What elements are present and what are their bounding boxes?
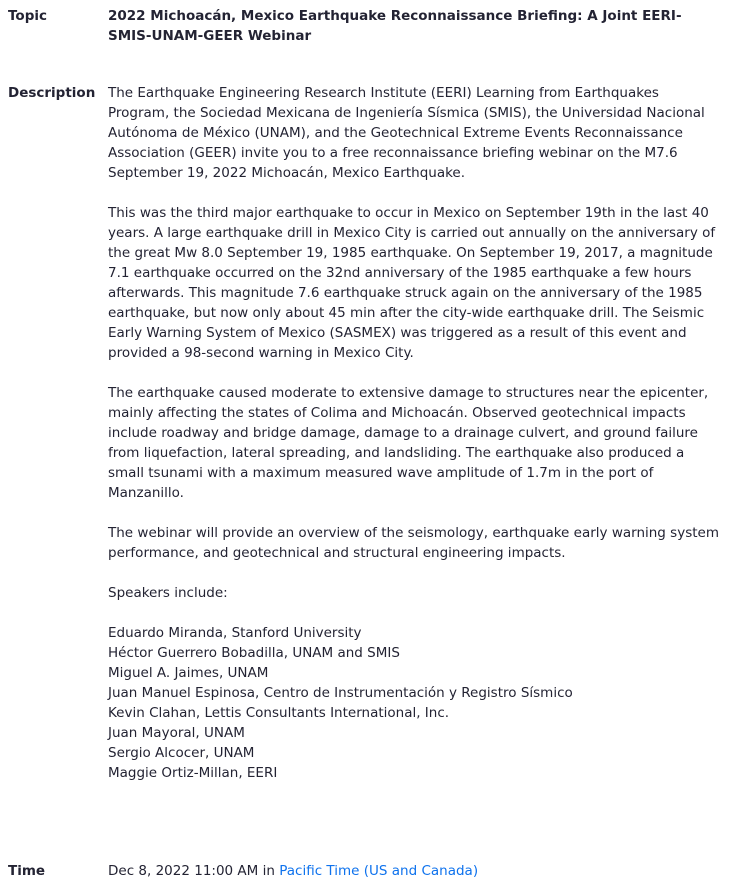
topic-label: Topic	[8, 8, 47, 24]
time-connector: in	[258, 863, 280, 879]
description-paragraph-4: The webinar will provide an overview of the seismology, earthquake early warning system performance, and geotechnical and structural engineering impacts.	[108, 525, 719, 561]
speaker-item: Maggie Ortiz-Millan, EERI	[108, 765, 278, 781]
speaker-item: Sergio Alcocer, UNAM	[108, 745, 255, 761]
description-label: Description	[8, 85, 96, 101]
description-paragraph-2: This was the third major earthquake to occur in Mexico on September 19th in the last 40 years. A large earthquake drill in Mexico City is carried out annually on the anniversary of the great Mw 8.0 September 19, 1985 earthquake. On September 19, 2017, a magnitude 7.1 earthquake occurred on the 32nd anniversary of the 1985 earthquake a few hours afterwards. This magnitude 7.6 earthquake struck again on the anniversary of the 1985 earthquake, but now only about 45 min after the city-wide earthquake drill. The Seismic Early Warning System of Mexico (SASMEX) was triggered as a result of this event and provided a 98-second warning in Mexico City.	[108, 205, 716, 361]
topic-value: 2022 Michoacán, Mexico Earthquake Reconnaissance Briefing: A Joint EERI-SMIS-UNAM-GEER Webinar	[108, 8, 682, 44]
time-label: Time	[8, 863, 46, 879]
speakers-intro: Speakers include:	[108, 585, 228, 601]
speaker-item: Héctor Guerrero Bobadilla, UNAM and SMIS	[108, 645, 400, 661]
time-value	[108, 861, 720, 881]
speaker-item: Juan Manuel Espinosa, Centro de Instrumentación y Registro Sísmico	[108, 685, 573, 701]
speaker-item: Kevin Clahan, Lettis Consultants International, Inc.	[108, 705, 450, 721]
speakers-list	[108, 623, 720, 783]
time-date: Dec 8, 2022 11:00 AM	[108, 863, 259, 879]
timezone-link[interactable]: Pacific Time (US and Canada)	[279, 863, 479, 879]
description-paragraph-1: The Earthquake Engineering Research Institute (EERI) Learning from Earthquakes Program, the Sociedad Mexicana de Ingeniería Sísmica (SMIS), the Universidad Nacional Autónoma de México (UNAM), and the Geotechnical Extreme Events Reconnaissance Association (GEER) invite you to a free reconnaissance briefing webinar on the M7.6 September 19, 2022 Michoacán, Mexico Earthquake.	[108, 85, 705, 181]
description-paragraph-3: The earthquake caused moderate to extensive damage to structures near the epicenter, mainly affecting the states of Colima and Michoacán. Observed geotechnical impacts include roadway and bridge damage, damage to a drainage culvert, and ground failure from liquefaction, lateral spreading, and landsliding. The earthquake also produced a small tsunami with a maximum measured wave amplitude of 1.7m in the port of Manzanillo.	[108, 385, 709, 501]
description-value	[108, 83, 720, 783]
speaker-item: Miguel A. Jaimes, UNAM	[108, 665, 269, 681]
speaker-item: Eduardo Miranda, Stanford University	[108, 625, 362, 641]
speaker-item: Juan Mayoral, UNAM	[108, 725, 245, 741]
